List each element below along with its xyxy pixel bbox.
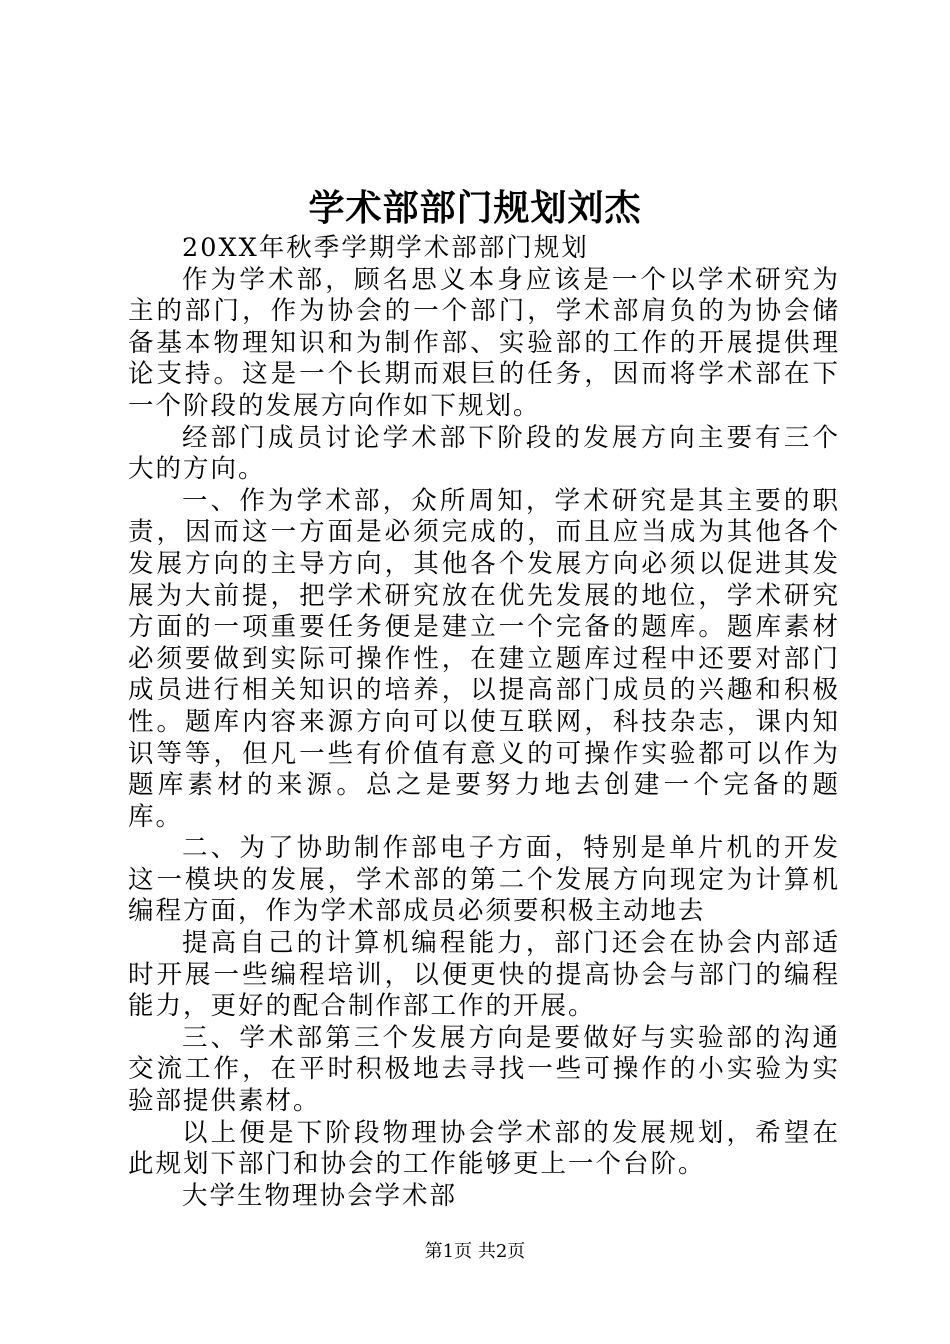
document-body bbox=[128, 233, 840, 1212]
paragraph-direction-two-continued: 提高自己的计算机编程能力，部门还会在协会内部适时开展一些编程培训，以便更快的提高协会与部门的编程能力，更好的配合制作部工作的开展。 bbox=[128, 928, 840, 1022]
document-title: 学术部部门规划刘杰 bbox=[308, 187, 642, 229]
paragraph-direction-one: 一、作为学术部，众所周知，学术研究是其主要的职责，因而这一方面是必须完成的，而且应当成为其他各个发展方向的主导方向，其他各个发展方向必须以促进其发展为大前提，把学术研究放在优先发展的地位，学术研究方面的一项重要任务便是建立一个完备的题库。题库素材必须要做到实际可操作性，在建立题库过程中还要对部门成员进行相关知识的培养，以提高部门成员的兴趣和积极性。题库内容来源方向可以使互联网，科技杂志，课内知识等等，但凡一些有价值有意义的可操作实验都可以作为题库素材的来源。总之是要努力地去创建一个完备的题库。 bbox=[128, 485, 840, 832]
paragraph-signature: 大学生物理协会学术部 bbox=[182, 1180, 458, 1211]
paragraph-direction-three: 三、学术部第三个发展方向是要做好与实验部的沟通交流工作，在平时积极地去寻找一些可操作的小实验为实验部提供素材。 bbox=[128, 1022, 840, 1117]
paragraph-intro: 作为学术部，顾名思义本身应该是一个以学术研究为主的部门，作为协会的一个部门，学术部肩负的为协会储备基本物理知识和为制作部、实验部的工作的开展提供理论支持。这是一个长期而艰巨的任务，因而将学术部在下一个阶段的发展方向作如下规划。 bbox=[128, 264, 840, 421]
paragraph-directions-summary: 经部门成员讨论学术部下阶段的发展方向主要有三个大的方向。 bbox=[128, 422, 840, 485]
paragraph-conclusion: 以上便是下阶段物理协会学术部的发展规划，希望在此规划下部门和协会的工作能够更上一个台阶。 bbox=[128, 1117, 840, 1180]
paragraph-subtitle: 20XX年秋季学期学术部部门规划 bbox=[182, 233, 589, 263]
paragraph-direction-two: 二、为了协助制作部电子方面，特别是单片机的开发这一模块的发展，学术部的第二个发展方向现定为计算机编程方面，作为学术部成员必须要积极主动地去 bbox=[128, 833, 840, 927]
page-footer: 第1页 共2页 bbox=[424, 1241, 526, 1262]
